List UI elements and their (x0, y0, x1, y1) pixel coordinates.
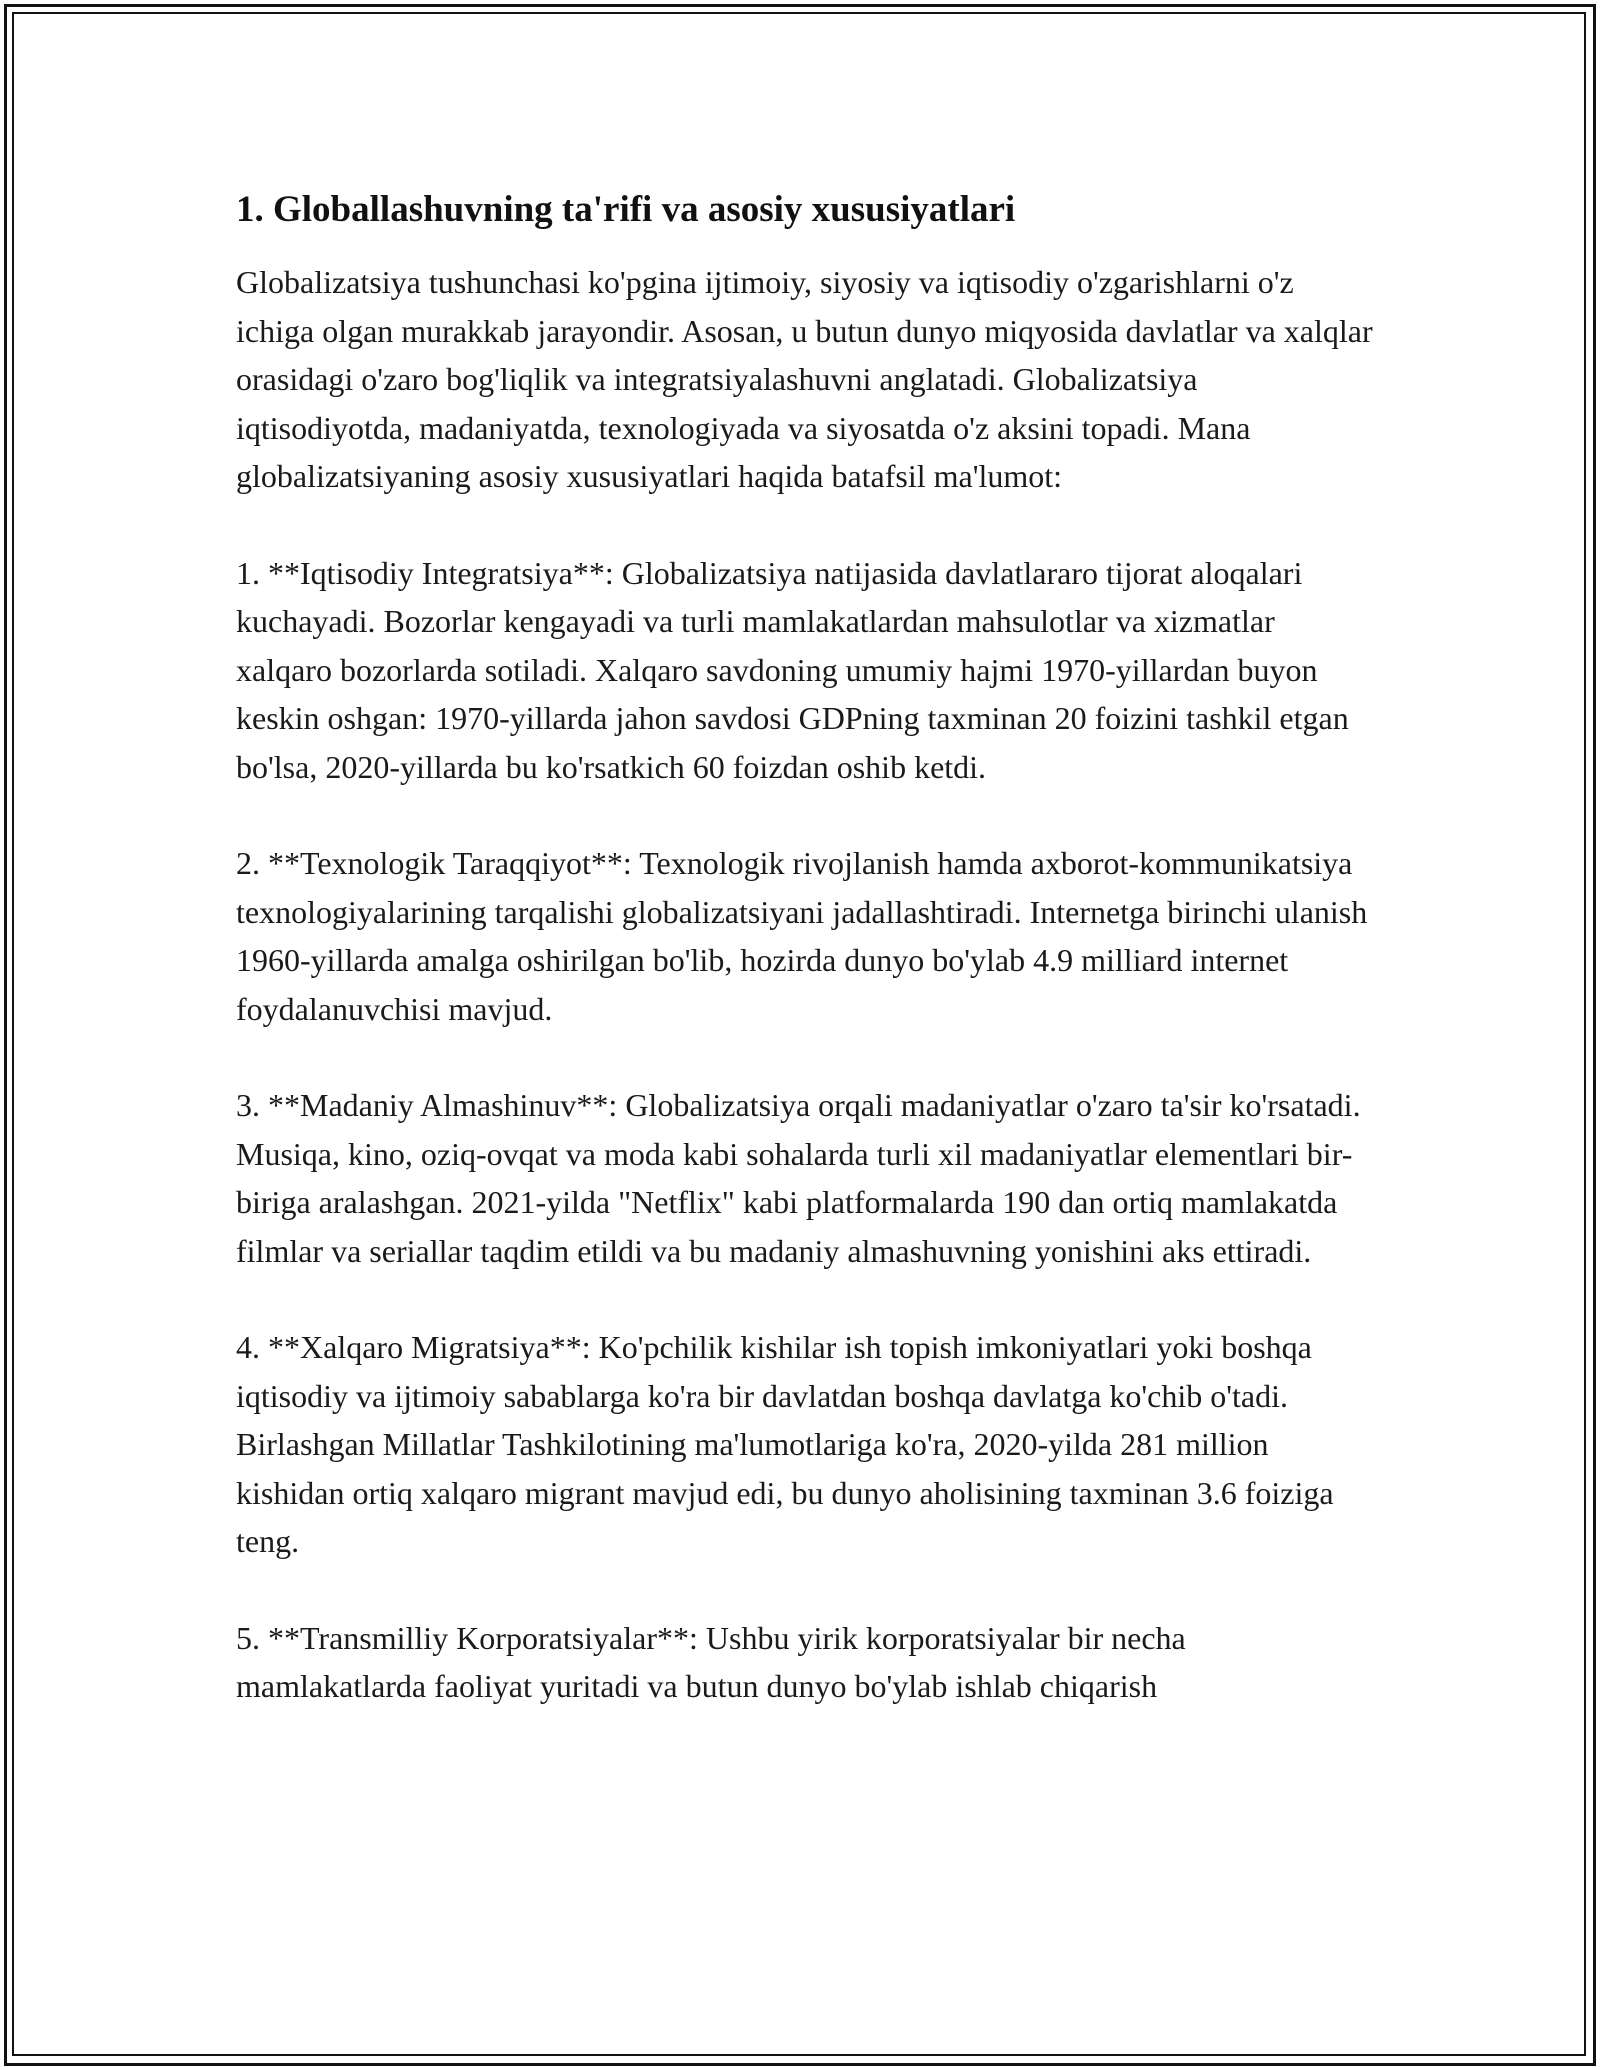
section-heading: 1. Globallashuvning ta'rifi va asosiy xususiyatlari (236, 189, 1016, 230)
paragraph-international-migration: 4. **Xalqaro Migratsiya**: Ko'pchilik kishilar ish topish imkoniyatlari yoki boshqa iqtisodiy va ijtimoiy sabablarga ko'ra bir davlatdan boshqa davlatga ko'chib o'tadi. Birlashgan Millatlar Tashkilotining ma'lumotlariga ko'ra, 2020-yilda 281 million kishidan ortiq xalqaro migrant mavjud edi, bu dunyo aholisining taxminan 3.6 foiziga teng. (236, 1329, 1334, 1559)
document-body (236, 186, 1376, 1711)
paragraph-transnational-corporations: 5. **Transmilliy Korporatsiyalar**: Ushbu yirik korporatsiyalar bir necha mamlakatlarda faoliyat yuritadi va butun dunyo bo'ylab ishlab chiqarish (236, 1619, 1186, 1704)
paragraph-economic-integration: 1. **Iqtisodiy Integratsiya**: Globalizatsiya natijasida davlatlararo tijorat aloqalari kuchayadi. Bozorlar kengayadi va turli mamlakatlardan mahsulotlar va xizmatlar xalqaro bozorlarda sotiladi. Xalqaro savdoning umumiy hajmi 1970-yillardan buyon keskin oshgan: 1970-yillarda jahon savdosi GDPning taxminan 20 foizini tashkil etgan bo'lsa, 2020-yillarda bu ko'rsatkich 60 foizdan oshib ketdi. (236, 554, 1349, 785)
paragraph-technological-progress: 2. **Texnologik Taraqqiyot**: Texnologik rivojlanish hamda axborot-kommunikatsiya texnologiyalarining tarqalishi globalizatsiyani jadallashtiradi. Internetga birinchi ulanish 1960-yillarda amalga oshirilgan bo'lib, hozirda dunyo bo'ylab 4.9 milliard internet foydalanuvchisi mavjud. (236, 845, 1368, 1027)
intro-paragraph: Globalizatsiya tushunchasi ko'pgina ijtimoiy, siyosiy va iqtisodiy o'zgarishlarni o'z ichiga olgan murakkab jarayondir. Asosan, u butun dunyo miqyosida davlatlar va xalqlar orasidagi o'zaro bog'liqlik va integratsiyalashuvni anglatadi. Globalizatsiya iqtisodiyotda, madaniyatda, texnologiyada va siyosatda o'z aksini topadi. Mana globalizatsiyaning asosiy xususiyatlari haqida batafsil ma'lumot: (236, 264, 1373, 494)
paragraph-cultural-exchange: 3. **Madaniy Almashinuv**: Globalizatsiya orqali madaniyatlar o'zaro ta'sir ko'rsatadi. Musiqa, kino, oziq-ovqat va moda kabi sohalarda turli xil madaniyatlar elementlari bir-biriga aralashgan. 2021-yilda "Netflix" kabi platformalarda 190 dan ortiq mamlakatda filmlar va seriallar taqdim etildi va bu madaniy almashuvning yonishini aks ettiradi. (236, 1087, 1361, 1269)
